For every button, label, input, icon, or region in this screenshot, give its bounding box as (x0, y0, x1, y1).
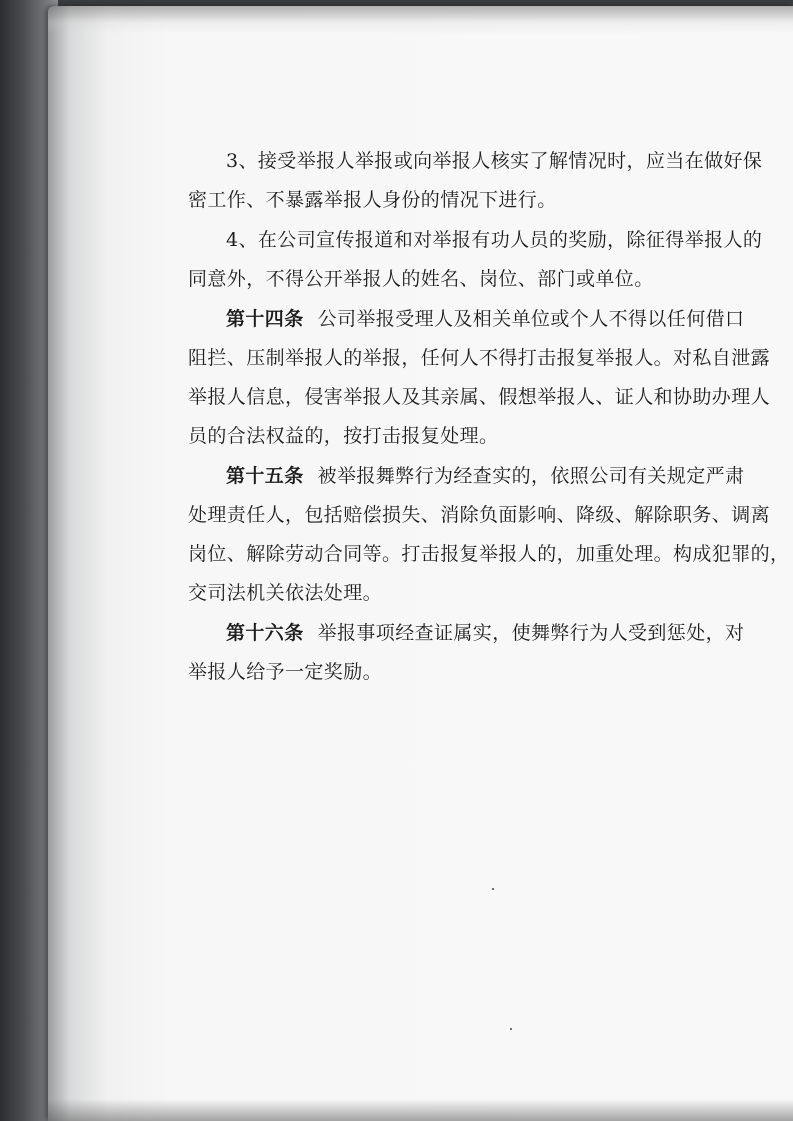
page-bottom-shadow (48, 1099, 793, 1121)
article-heading: 第十六条 (226, 622, 304, 644)
paragraph-item-4 (188, 221, 763, 299)
text-line: 交司法机关依法处理。 (188, 582, 383, 604)
text-line: 4、在公司宣传报道和对举报有功人员的奖励，除征得举报人的 (226, 229, 763, 251)
article-16 (188, 614, 748, 692)
article-15 (188, 457, 790, 613)
text-line: 处理责任人，包括赔偿损失、消除负面影响、降级、解除职务、调离 (188, 504, 771, 526)
article-text: 公司举报受理人及相关单位或个人不得以任何借口 (317, 308, 745, 330)
document-body (188, 142, 790, 692)
text-line (188, 300, 748, 339)
text-line: 举报人信息，侵害举报人及其亲属、假想举报人、证人和协助办理人 (188, 386, 771, 408)
scanned-page (48, 6, 793, 1121)
text-line: 阻拦、压制举报人的举报，任何人不得打击报复举报人。对私自泄露 (188, 347, 771, 369)
text-line: 密工作、不暴露举报人身份的情况下进行。 (188, 189, 557, 211)
article-text: 被举报舞弊行为经查实的，依照公司有关规定严肃 (317, 465, 745, 487)
paragraph-item-3 (188, 142, 763, 220)
scan-speck (492, 888, 494, 890)
scan-speck (510, 1028, 512, 1030)
text-line: 员的合法权益的，按打击报复处理。 (188, 425, 499, 447)
text-line: 岗位、解除劳动合同等。打击报复举报人的，加重处理。构成犯罪的， (188, 543, 790, 565)
text-line (188, 614, 748, 653)
article-text: 举报事项经查证属实，使舞弊行为人受到惩处，对 (317, 622, 745, 644)
article-14 (188, 300, 771, 456)
article-heading: 第十五条 (226, 465, 304, 487)
page-top-shadow (48, 6, 793, 34)
text-line: 3、接受举报人举报或向举报人核实了解情况时，应当在做好保 (226, 150, 763, 172)
text-line: 举报人给予一定奖励。 (188, 661, 383, 683)
text-line (188, 457, 748, 496)
text-line: 同意外，不得公开举报人的姓名、岗位、部门或单位。 (188, 268, 654, 290)
article-heading: 第十四条 (226, 308, 304, 330)
